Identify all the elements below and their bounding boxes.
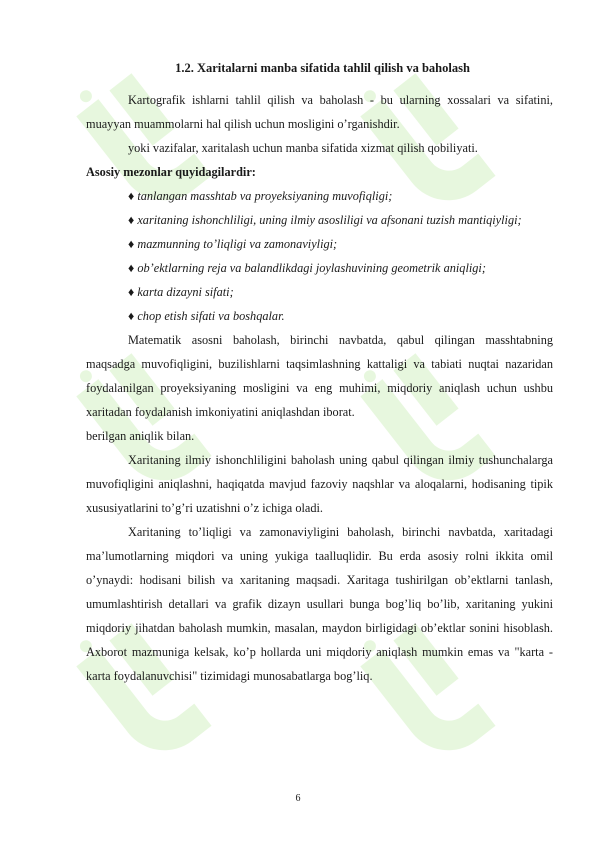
body-paragraph: Xaritaning to’liqligi va zamonaviyligini baholash, birinchi navbatda, xaritadagi ma’lumotlarning miqdori va uning yukiga taalluqlidir. Bu erda asosiy rolni ikkita omil o’ynaydi: hodisani bilish va xaritaning maqsadi. Xaritaga tushirilgan ob’ektlarni tanlash, umumlashtirish detallari va grafik dizayn usullari bunga bog’liq bo’lib, xaritaning yukini miqdoriy jihatdan baholash mumkin, masalan, maydon birligidagi ob’ektlar sonini hisoblash. Axborot mazmuniga kelsak, ko’p hollarda uni miqdoriy aniqlash mumkin emas va "karta - karta foydalanuvchisi" tizimidagi munosabatlarga bog’liq.: [86, 525, 553, 683]
body-paragraph: Xaritaning ilmiy ishonchliligini baholash uning qabul qilingan ilmiy tushunchalarga muvofiqligini aniqlashni, haqiqatda mavjud fazoviy naqshlar va aloqalarni, hodisaning tipik xususiyatlarini to’g’ri uzatishni o’z ichiga oladi.: [86, 453, 553, 515]
criteria-item: ♦ mazmunning to’liqligi va zamonaviyligi;: [128, 237, 338, 251]
criteria-item: ♦ tanlangan masshtab va proyeksiyaning muvofiqligi;: [128, 189, 393, 203]
criteria-item: ♦ ob’ektlarning reja va balandlikdagi joylashuvining geometrik aniqligi;: [128, 261, 486, 275]
page-number: 6: [295, 793, 301, 804]
body-paragraph: Matematik asosni baholash, birinchi navbatda, qabul qilingan masshtabning maqsadga muvofiqligini, buzilishlarni taqsimlashning kattaligi va tabiati nuqtai nazaridan foydalanilgan proyeksiyaning mosligini va eng muhimi, miqdoriy aniqlash uchun ushbu xaritadan foydalanish imkoniyatini aniqlashdan iborat.: [86, 333, 553, 419]
intro-paragraph: yoki vazifalar, xaritalash uchun manba sifatida xizmat qilish qobiliyati.: [128, 141, 478, 155]
document-body: [86, 60, 553, 688]
criteria-item: ♦ xaritaning ishonchliligi, uning ilmiy asosliligi va afsonani tuzish mantiqiyligi;: [128, 213, 522, 227]
criteria-item: ♦ chop etish sifati va boshqalar.: [128, 309, 285, 323]
intro-paragraph: Kartografik ishlarni tahlil qilish va baholash - bu ularning xossalari va sifatini, muayyan muammolarni hal qilish uchun mosligini o’rganishdir.: [86, 93, 553, 131]
body-paragraph: berilgan aniqlik bilan.: [86, 429, 195, 443]
criteria-item: ♦ karta dizayni sifati;: [128, 285, 234, 299]
criteria-heading: Asosiy mezonlar quyidagilardir:: [86, 165, 256, 179]
section-title: 1.2. Xaritalarni manba sifatida tahlil qilish va baholash: [175, 61, 470, 75]
